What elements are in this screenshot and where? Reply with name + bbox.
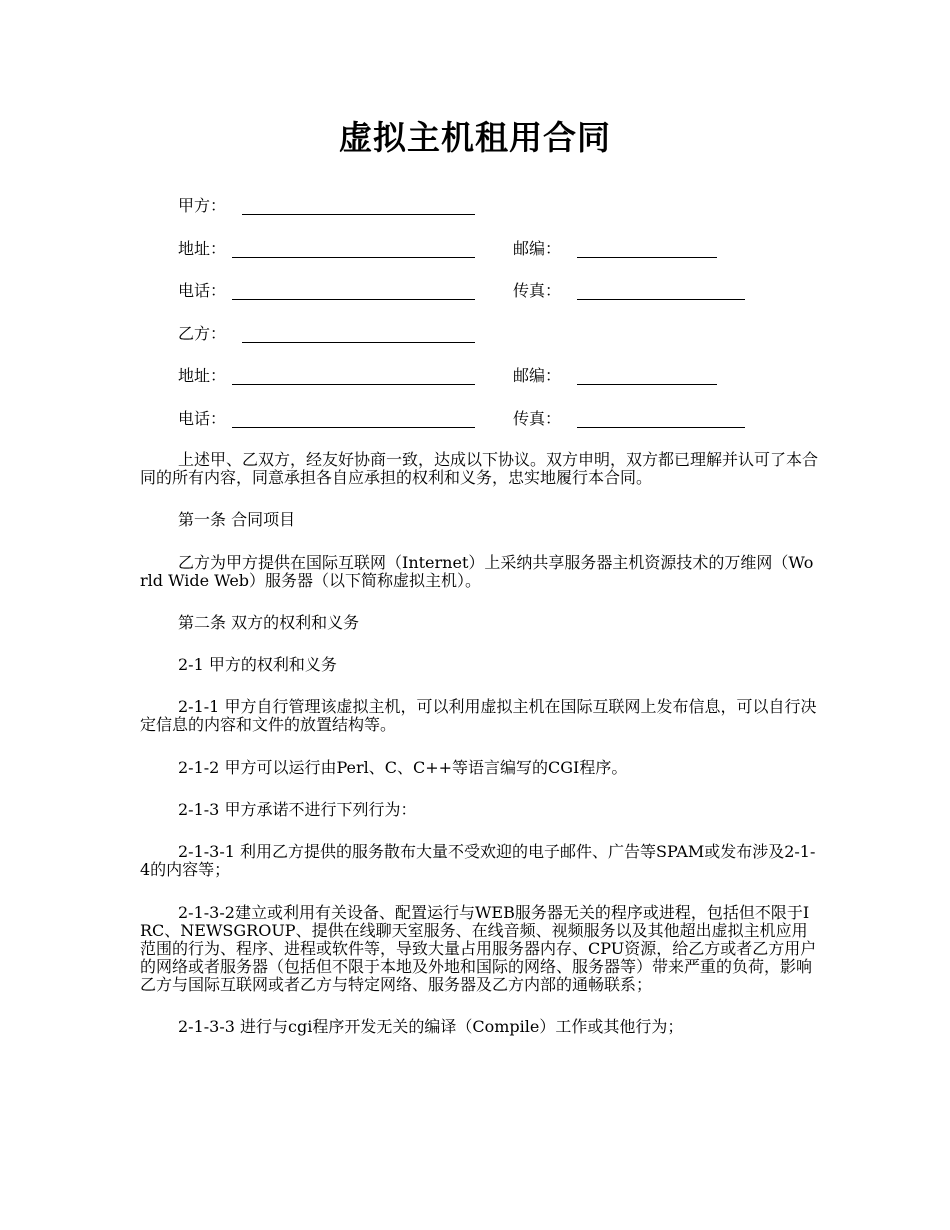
party-b-fax-blank[interactable]: [577, 427, 745, 428]
party-a-phone-row: [178, 280, 828, 323]
party-b-phone-label: 电话：: [178, 408, 227, 428]
party-a-address-label: 地址：: [178, 238, 227, 258]
document-title: 虚拟主机租用合同: [339, 118, 611, 157]
party-a-address-blank[interactable]: [232, 257, 475, 258]
party-a-fax-label: 传真：: [513, 281, 562, 301]
party-a-postcode-label: 邮编：: [513, 238, 562, 258]
party-b-name-blank[interactable]: [242, 342, 475, 343]
party-b-address-label: 地址：: [178, 366, 227, 386]
contract-body: [140, 451, 820, 1060]
party-a-name-row: [178, 195, 828, 238]
party-b-postcode-blank[interactable]: [577, 384, 717, 385]
party-b-name-label: 乙方：: [178, 323, 227, 343]
party-b-name-row: [178, 323, 828, 366]
clause-2-1-3-1: 2-1-3-1 利用乙方提供的服务散布大量不受欢迎的电子邮件、广告等SPAM或发布涉及2-1-4的内容等；: [140, 842, 816, 880]
clause-2-1: 2-1 甲方的权利和义务: [178, 655, 337, 675]
party-a-fax-blank[interactable]: [577, 299, 745, 300]
clause-2-1-3: 2-1-3 甲方承诺不进行下列行为：: [178, 800, 417, 820]
party-b-address-blank[interactable]: [232, 384, 475, 385]
clause-2-1-2: 2-1-2 甲方可以运行由Perl、C、C++等语言编写的CGI程序。: [178, 757, 628, 777]
party-a-address-row: [178, 238, 828, 281]
article-1-heading: 第一条 合同项目: [178, 510, 296, 530]
party-b-fax-label: 传真：: [513, 408, 562, 428]
party-a-postcode-blank[interactable]: [577, 257, 717, 258]
party-a-phone-label: 电话：: [178, 281, 227, 301]
article-1-content: 乙方为甲方提供在国际互联网（Internet）上采纳共享服务器主机资源技术的万维网（World Wide Web）服务器（以下简称虚拟主机）。: [140, 552, 814, 590]
clause-2-1-3-3: 2-1-3-3 进行与cgi程序开发无关的编译（Compile）工作或其他行为；: [178, 1016, 684, 1036]
party-b-phone-blank[interactable]: [232, 427, 475, 428]
party-a-name-blank[interactable]: [242, 214, 475, 215]
preamble-paragraph: 上述甲、乙双方，经友好协商一致，达成以下协议。双方申明，双方都已理解并认可了本合同的所有内容，同意承担各自应承担的权利和义务，忠实地履行本合同。: [140, 450, 819, 487]
party-info-form: [178, 195, 828, 451]
party-a-phone-blank[interactable]: [232, 299, 475, 300]
clause-2-1-1: 2-1-1 甲方自行管理该虚拟主机，可以利用虚拟主机在国际互联网上发布信息，可以自行决定信息的内容和文件的放置结构等。: [140, 697, 817, 735]
party-a-name-label: 甲方：: [178, 196, 227, 215]
party-b-postcode-label: 邮编：: [513, 366, 562, 386]
clause-2-1-3-2: 2-1-3-2建立或利用有关设备、配置运行与WEB服务器无关的程序或进程，包括但不限于IRC、NEWSGROUP、提供在线聊天室服务、在线音频、视频服务以及其他超出虚拟主机应用范围的行为、程序、进程或软件等，导致大量占用服务器内存、CPU资源，给乙方或者乙方用户的网络或者服务器（包括但不限于本地及外地和国际的网络、服务器等）带来严重的负荷，影响乙方与国际互联网或者乙方与特定网络、服务器及乙方内部的通畅联系；: [140, 902, 817, 994]
party-b-address-row: [178, 365, 828, 408]
article-2-heading: 第二条 双方的权利和义务: [178, 612, 360, 632]
party-b-phone-row: [178, 408, 828, 451]
